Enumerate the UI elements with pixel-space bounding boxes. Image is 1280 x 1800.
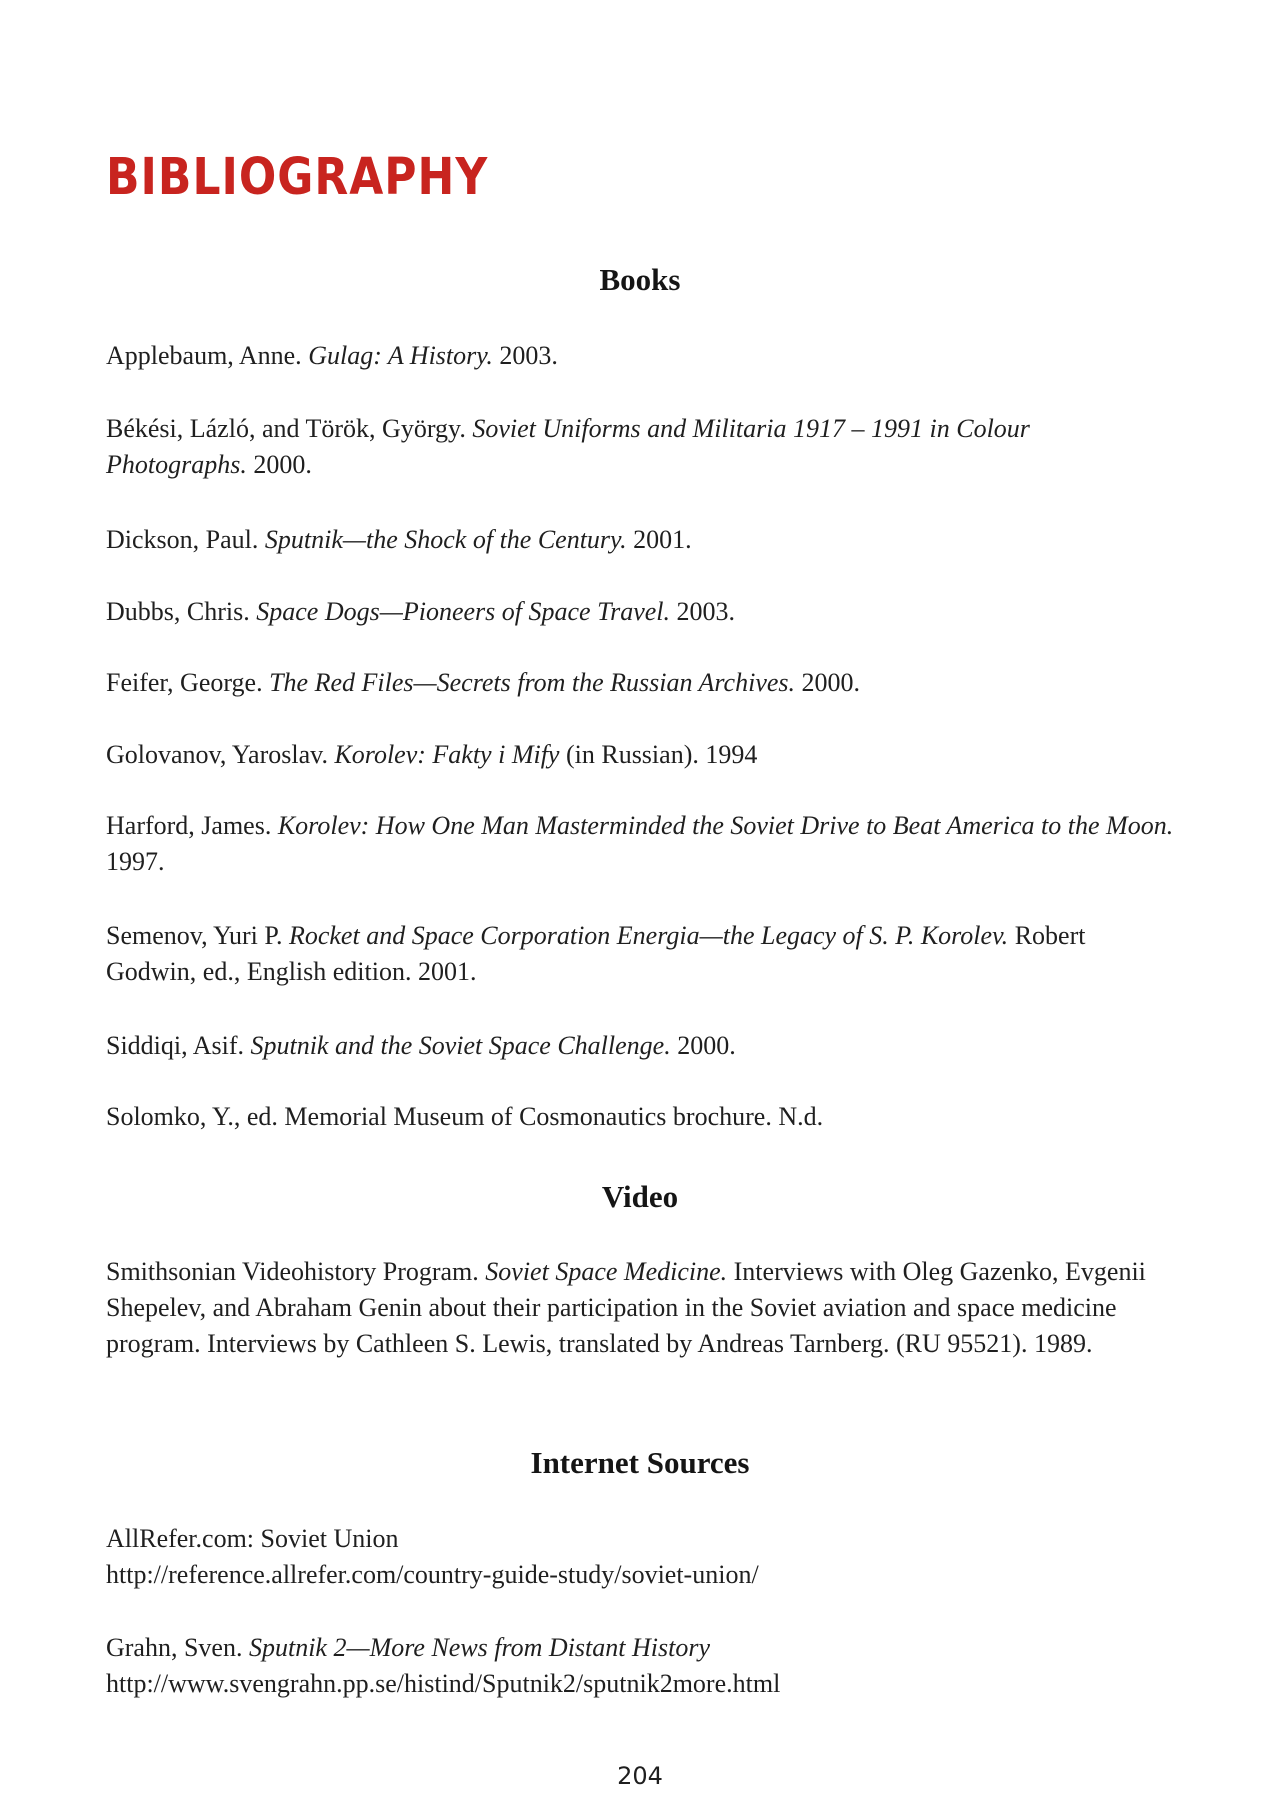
entry-title: Gulag: A History. — [308, 341, 493, 370]
bib-entry — [106, 1630, 1176, 1702]
entry-title: Rocket and Space Corporation Energia—the Legacy of S. P. Korolev. — [288, 921, 1009, 950]
entry-details: 2001. — [626, 525, 692, 554]
entry-author: Solomko, Y., ed. Memorial Museum of Cosmonautics brochure. N.d. — [106, 1102, 824, 1131]
bib-entry — [106, 522, 1176, 558]
entry-details: (in Russian). 1994 — [559, 740, 758, 769]
bib-entry — [106, 918, 1176, 990]
entry-author: Siddiqi, Asif. — [106, 1031, 251, 1060]
entry-details: Robert Godwin, ed., English edition. 2001. — [106, 921, 1086, 986]
entry-title: Soviet Uniforms and Militaria 1917 – 1991 in Colour Photographs. — [106, 414, 1030, 479]
entry-details: 2000. — [670, 1031, 736, 1060]
bib-entry — [106, 594, 1176, 630]
bib-entry — [106, 338, 1176, 374]
entry-details: 2000. — [795, 668, 861, 697]
page-number: 204 — [617, 1762, 663, 1790]
entry-title: Korolev: How One Man Masterminded the Soviet Drive to Beat America to the Moon. — [277, 811, 1174, 840]
entry-url[interactable]: http://www.svengrahn.pp.se/histind/Sputnik2/sputnik2more.html — [106, 1669, 781, 1698]
entry-details: 2003. — [670, 597, 736, 626]
entry-author: Semenov, Yuri P. — [106, 921, 289, 950]
entry-title: Sputnik and the Soviet Space Challenge. — [250, 1031, 671, 1060]
entry-author: Békési, Lázló, and Török, György. — [106, 414, 473, 443]
entry-author: AllRefer.com: Soviet Union — [106, 1524, 399, 1553]
entry-details: 2003. — [492, 341, 558, 370]
entry-details: 2000. — [246, 450, 312, 479]
entry-author: Feifer, George. — [106, 668, 270, 697]
entry-url[interactable]: http://reference.allrefer.com/country-guide-study/soviet-union/ — [106, 1560, 759, 1589]
bib-entry — [106, 1099, 1176, 1135]
bib-entry — [106, 1521, 1176, 1593]
video-heading: Video — [601, 1179, 679, 1214]
page-title: BIBLIOGRAPHY — [106, 148, 489, 207]
entry-title: Soviet Space Medicine. — [485, 1257, 728, 1286]
bib-entry — [106, 1254, 1176, 1362]
bib-entry — [106, 737, 1176, 773]
entry-title: Korolev: Fakty i Mify — [334, 740, 560, 769]
entry-author: Harford, James. — [106, 811, 278, 840]
entry-author: Smithsonian Videohistory Program. — [106, 1257, 486, 1286]
entry-title: Sputnik 2—More News from Distant History — [248, 1633, 711, 1662]
books-heading: Books — [599, 262, 681, 297]
entry-title: Space Dogs—Pioneers of Space Travel. — [256, 597, 671, 626]
entry-details: 1997. — [106, 847, 165, 876]
internet-sources-heading: Internet Sources — [530, 1445, 750, 1480]
entry-author: Applebaum, Anne. — [106, 341, 309, 370]
bib-entry — [106, 665, 1176, 701]
bib-entry — [106, 411, 1176, 483]
entry-title: Sputnik—the Shock of the Century. — [264, 525, 627, 554]
bib-entry — [106, 1028, 1176, 1064]
entry-author: Dubbs, Chris. — [106, 597, 257, 626]
entry-author: Golovanov, Yaroslav. — [106, 740, 335, 769]
entry-details: Interviews with Oleg Gazenko, Evgenii Shepelev, and Abraham Genin about their participation in the Soviet aviation and space medicine program. Interviews by Cathleen S. Lewis, translated by Andreas Tarnberg. (RU 95521). 1989. — [106, 1257, 1146, 1358]
entry-author: Dickson, Paul. — [106, 525, 265, 554]
entry-author: Grahn, Sven. — [106, 1633, 249, 1662]
entry-title: The Red Files—Secrets from the Russian Archives. — [269, 668, 796, 697]
bib-entry — [106, 808, 1176, 880]
